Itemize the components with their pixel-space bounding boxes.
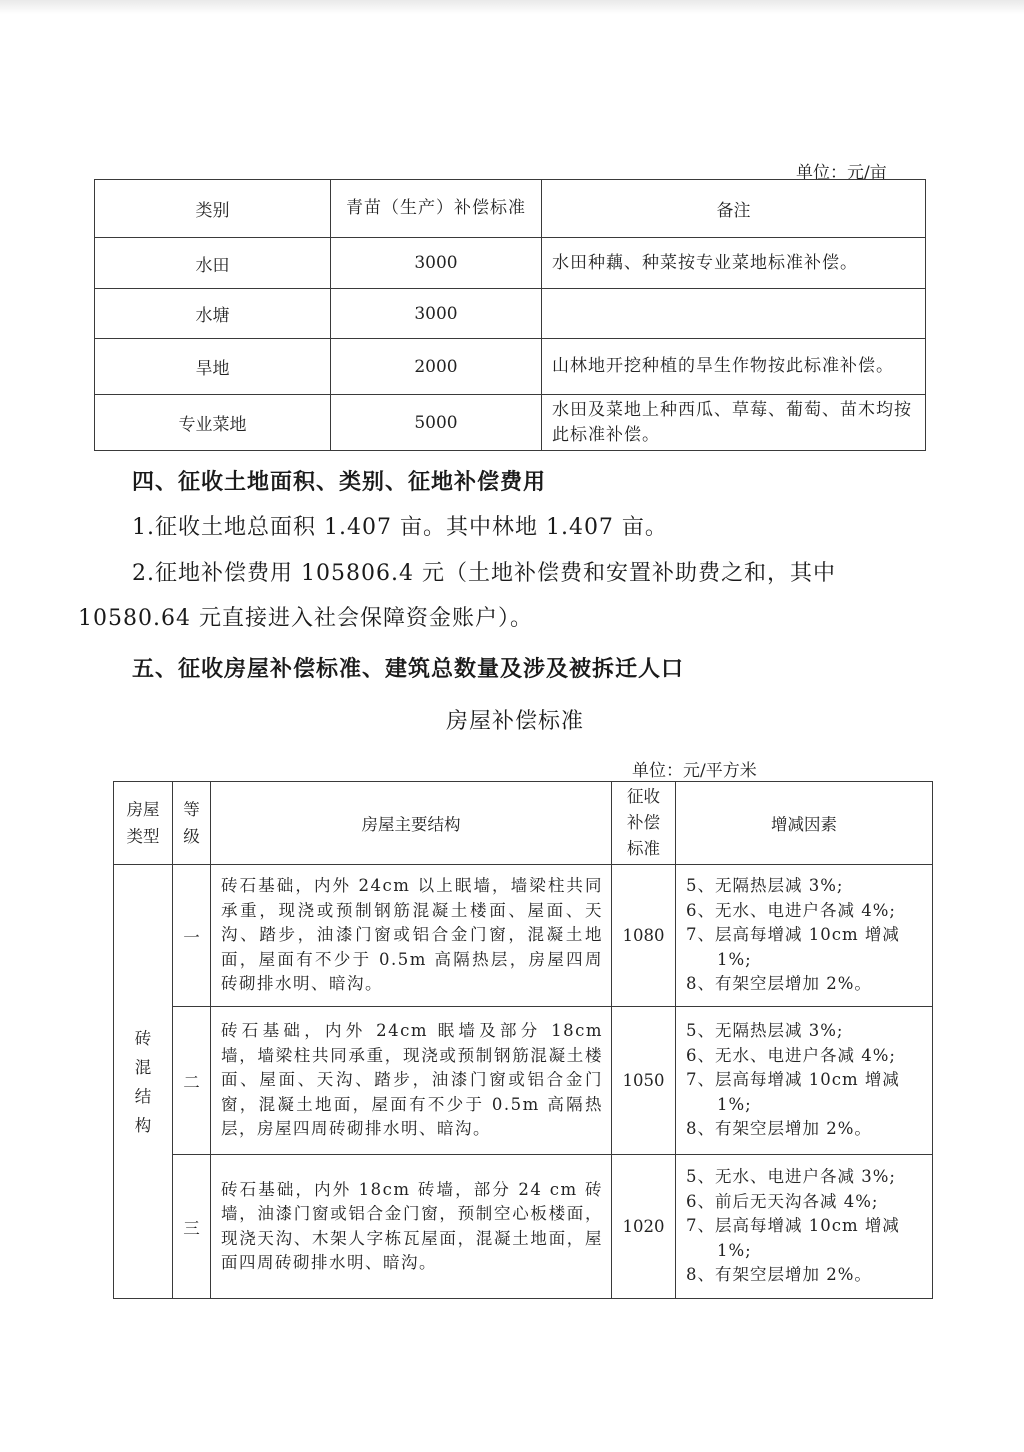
factors-cell	[676, 1155, 933, 1299]
section4-item2-line1: 2.征地补偿费用 105806.4 元（土地补偿费和安置补助费之和，其中	[132, 561, 836, 586]
standard-cell: 1050	[612, 1007, 676, 1155]
house-compensation-table	[113, 781, 933, 1299]
header-grade: 等级	[173, 782, 211, 865]
category-cell: 水田	[95, 238, 331, 289]
standard-cell: 3000	[331, 238, 542, 289]
section4-item1: 1.征收土地总面积 1.407 亩。其中林地 1.407 亩。	[132, 515, 668, 540]
table-row	[95, 238, 926, 289]
factors-cell	[676, 865, 933, 1007]
grade-cell: 二	[173, 1007, 211, 1155]
table-row	[95, 395, 926, 451]
category-cell: 旱地	[95, 339, 331, 395]
section4-heading: 四、征收土地面积、类别、征地补偿费用	[132, 469, 547, 495]
section5-heading: 五、征收房屋补偿标准、建筑总数量及涉及被拆迁人口	[132, 656, 685, 682]
factor-item: 8、有架空层增加 2%。	[686, 1265, 872, 1285]
factor-item: 6、无水、电进户各减 4%;	[686, 900, 896, 920]
header-standard: 青苗（生产）补偿标准	[331, 180, 542, 238]
header-factors: 增减因素	[676, 782, 933, 865]
note-cell	[542, 289, 926, 339]
factor-item: 1%;	[717, 1240, 752, 1260]
standard-cell: 1020	[612, 1155, 676, 1299]
factor-item: 1%;	[717, 1094, 752, 1114]
note-cell: 山林地开挖种植的旱生作物按此标准补偿。	[542, 339, 926, 395]
factors-cell	[676, 1007, 933, 1155]
factor-item: 8、有架空层增加 2%。	[686, 974, 872, 994]
table-row	[114, 1007, 933, 1155]
table1-unit: 单位：元/亩	[796, 163, 887, 183]
structure-cell: 砖石基础，内外 18cm 砖墙，部分 24 cm 砖墙，油漆门窗或铝合金门窗，预制空心板楼面，现浇天沟、木架人字栋瓦屋面，混凝土地面，屋面四周砖砌排水明、暗沟。	[211, 1155, 612, 1299]
header-standard: 征收补偿标准	[612, 782, 676, 865]
standard-cell: 5000	[331, 395, 542, 451]
factor-item: 8、有架空层增加 2%。	[686, 1119, 872, 1139]
standard-cell: 1080	[612, 865, 676, 1007]
grade-cell: 一	[173, 865, 211, 1007]
factor-item: 6、无水、电进户各减 4%;	[686, 1045, 896, 1065]
table-row	[95, 339, 926, 395]
header-category: 类别	[95, 180, 331, 238]
header-structure: 房屋主要结构	[211, 782, 612, 865]
structure-cell: 砖石基础，内外 24cm 以上眠墙，墙梁柱共同承重，现浇或预制钢筋混凝土楼面、屋面、天沟、踏步，油漆门窗或铝合金门窗，混凝土地面，屋面有不少于 0.5m 高隔热层，房屋四周砖砌排水明、暗沟。	[211, 865, 612, 1007]
standard-cell: 3000	[331, 289, 542, 339]
structure-cell: 砖石基础，内外 24cm 眠墙及部分 18cm 墙，墙梁柱共同承重，现浇或预制钢筋混凝土楼面、屋面、天沟、踏步，油漆门窗或铝合金门窗，混凝土地面，屋面有不少于 0.5m 高隔热层，房屋四周砖砌排水明、暗沟。	[211, 1007, 612, 1155]
header-note: 备注	[542, 180, 926, 238]
factor-item: 5、无隔热层减 3%;	[686, 1021, 844, 1041]
standard-cell: 2000	[331, 339, 542, 395]
seedling-compensation-table	[94, 179, 926, 451]
factor-item: 7、层高每增减 10cm 增减	[686, 1070, 900, 1090]
table-row	[95, 289, 926, 339]
grade-cell: 三	[173, 1155, 211, 1299]
table-header-row	[95, 180, 926, 238]
scan-shadow	[0, 0, 1024, 14]
factor-item: 7、层高每增减 10cm 增减	[686, 1216, 900, 1236]
category-cell: 专业菜地	[95, 395, 331, 451]
factor-item: 1%;	[717, 949, 752, 969]
section4-item2-line2: 10580.64 元直接进入社会保障资金账户）。	[78, 606, 533, 631]
factor-item: 5、无隔热层减 3%;	[686, 876, 844, 896]
table2-unit: 单位：元/平方米	[632, 761, 757, 781]
table-row	[114, 1155, 933, 1299]
factor-item: 5、无水、电进户各减 3%;	[686, 1167, 896, 1187]
category-cell: 水塘	[95, 289, 331, 339]
note-cell: 水田种藕、种菜按专业菜地标准补偿。	[542, 238, 926, 289]
header-house-type: 房屋类型	[114, 782, 173, 865]
house-type-cell: 砖混结构	[114, 865, 173, 1299]
note-cell: 水田及菜地上种西瓜、草莓、葡萄、苗木均按此标准补偿。	[542, 395, 926, 451]
table2-title: 房屋补偿标准	[446, 709, 585, 734]
table-header-row	[114, 782, 933, 865]
factor-item: 6、前后无天沟各减 4%;	[686, 1191, 879, 1211]
table-row	[114, 865, 933, 1007]
factor-item: 7、层高每增减 10cm 增减	[686, 925, 900, 945]
